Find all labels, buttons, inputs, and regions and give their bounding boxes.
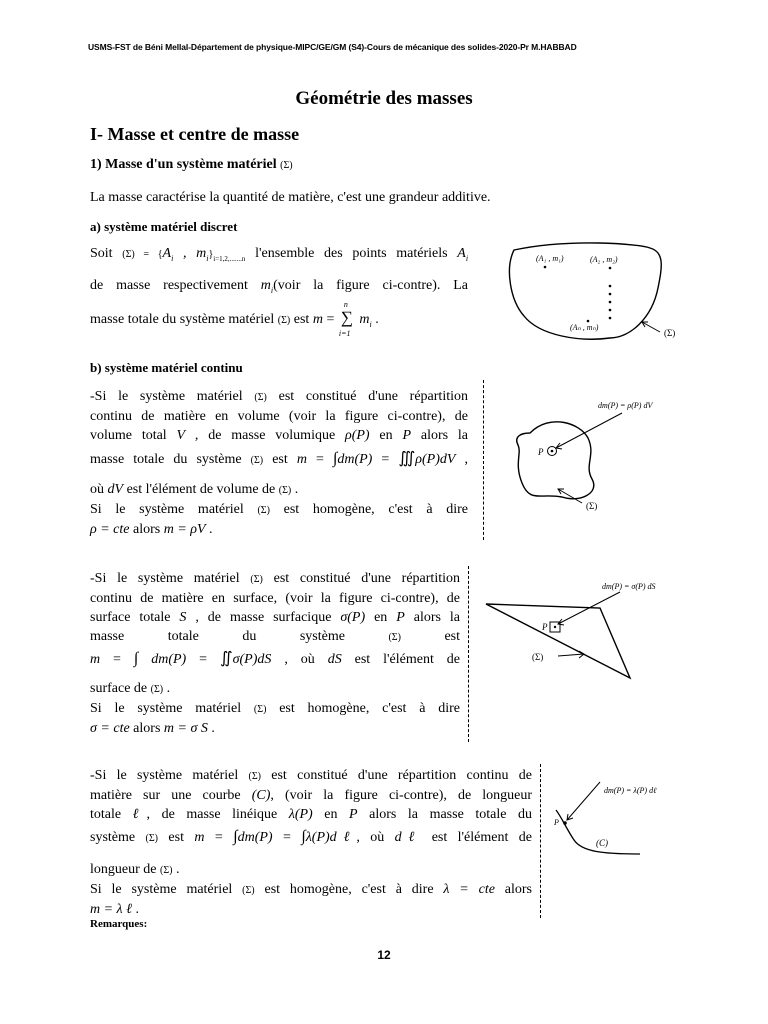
svg-text:P: P — [542, 622, 548, 632]
surface-divider — [468, 566, 469, 742]
svg-text:(A₂ , m₂): (A₂ , m₂) — [590, 255, 618, 264]
discrete-heading: a) système matériel discret — [90, 219, 238, 234]
intro-paragraph: La masse caractérise la quantité de matière, c'est une grandeur additive. — [90, 190, 491, 205]
section-heading: I- Masse et centre de masse — [90, 124, 300, 144]
surface-figure — [480, 574, 680, 684]
discrete-paragraph — [90, 244, 469, 338]
svg-text:P: P — [538, 447, 544, 457]
svg-text:(Σ): (Σ) — [532, 652, 544, 662]
line-figure — [548, 770, 698, 870]
discrete-line-2: de masse respectivement $m_i(voir$ la figure ci-contre). La — [90, 277, 469, 295]
svg-text:(C): (C) — [596, 838, 608, 848]
svg-text:P: P — [554, 818, 559, 827]
volume-figure — [500, 393, 690, 523]
svg-text:(Σ): (Σ) — [664, 328, 676, 338]
line-paragraph: -Si le système matériel (Σ) est constitué d'une répartition continu de matière sur une courbe (C), (voir la figure ci-contre), de longueur totale ℓ, de masse linéique λ(P) en P alors la masse totale du système (Σ) est m = ∫dm(P) = ∫λ(P)dℓ, où dℓ est l'élément de longueur de (Σ) . Si le système matériel (Σ) est homogène, c'est à dire λ = cte alors m = λ ℓ . — [90, 768, 533, 917]
svg-text:dm(P) = σ(P) dS: dm(P) = σ(P) dS — [602, 582, 656, 591]
surface-paragraph: -Si le système matériel (Σ) est constitué d'une répartition continu de matière en surface, (voir la figure ci-contre), de surface totale S , de masse surfacique σ(P) en P alors la masse totale du système (Σ) est m = ∫ dm(P) = ∬σ(P)dS , où dS est l'élément de surface de (Σ) . Si le système matériel (Σ) est homogène, c'est à dire σ = cte alors m = σ S . — [90, 571, 461, 736]
continuous-heading: b) système matériel continu — [90, 360, 243, 375]
svg-text:(Aₙ , mₙ): (Aₙ , mₙ) — [570, 323, 599, 332]
svg-text:dm(P) = λ(P) dℓ: dm(P) = λ(P) dℓ — [604, 786, 657, 795]
page-title: Géométrie des masses — [295, 88, 473, 109]
svg-text:(A₁ , m₁): (A₁ , m₁) — [536, 254, 564, 263]
subsection-heading: 1) Masse d'un système matériel (Σ) — [90, 157, 293, 172]
volume-divider — [483, 380, 484, 540]
page-header: USMS-FST de Béni Mellal-Département de physique-MIPC/GE/GM (S4)-Cours de mécanique des solides-2020-Pr M.HABBAD — [88, 42, 577, 52]
line-divider — [540, 764, 541, 918]
volume-paragraph: -Si le système matériel (Σ) est constitué d'une répartition continu de matière en volume (voir la figure ci-contre), de volume total V , de masse volumique ρ(P) en P alors la masse totale du système (Σ) est m = ∫dm(P) = ∭ρ(P)dV , où dV est l'élément de volume de (Σ) . Si le système matériel (Σ) est homogène, c'est à dire ρ = cte alors m = ρV . — [90, 389, 468, 537]
svg-text:(Σ): (Σ) — [586, 501, 598, 511]
discrete-system-figure — [500, 238, 690, 350]
svg-text:dm(P) = ρ(P) dV: dm(P) = ρ(P) dV — [598, 401, 653, 410]
discrete-line-3: masse totale du système matériel (Σ) est m = n ∑ i=1 $m_i$ . — [90, 299, 379, 338]
page-number: 12 — [377, 948, 391, 962]
remarks-heading: Remarques: — [90, 918, 148, 930]
discrete-line-1: Soit $(\Sigma) = \{A_i$ , $m_i\}_{i=1,2,.......n}$ l'ensemble des points matériels $A_i$ — [90, 246, 469, 263]
